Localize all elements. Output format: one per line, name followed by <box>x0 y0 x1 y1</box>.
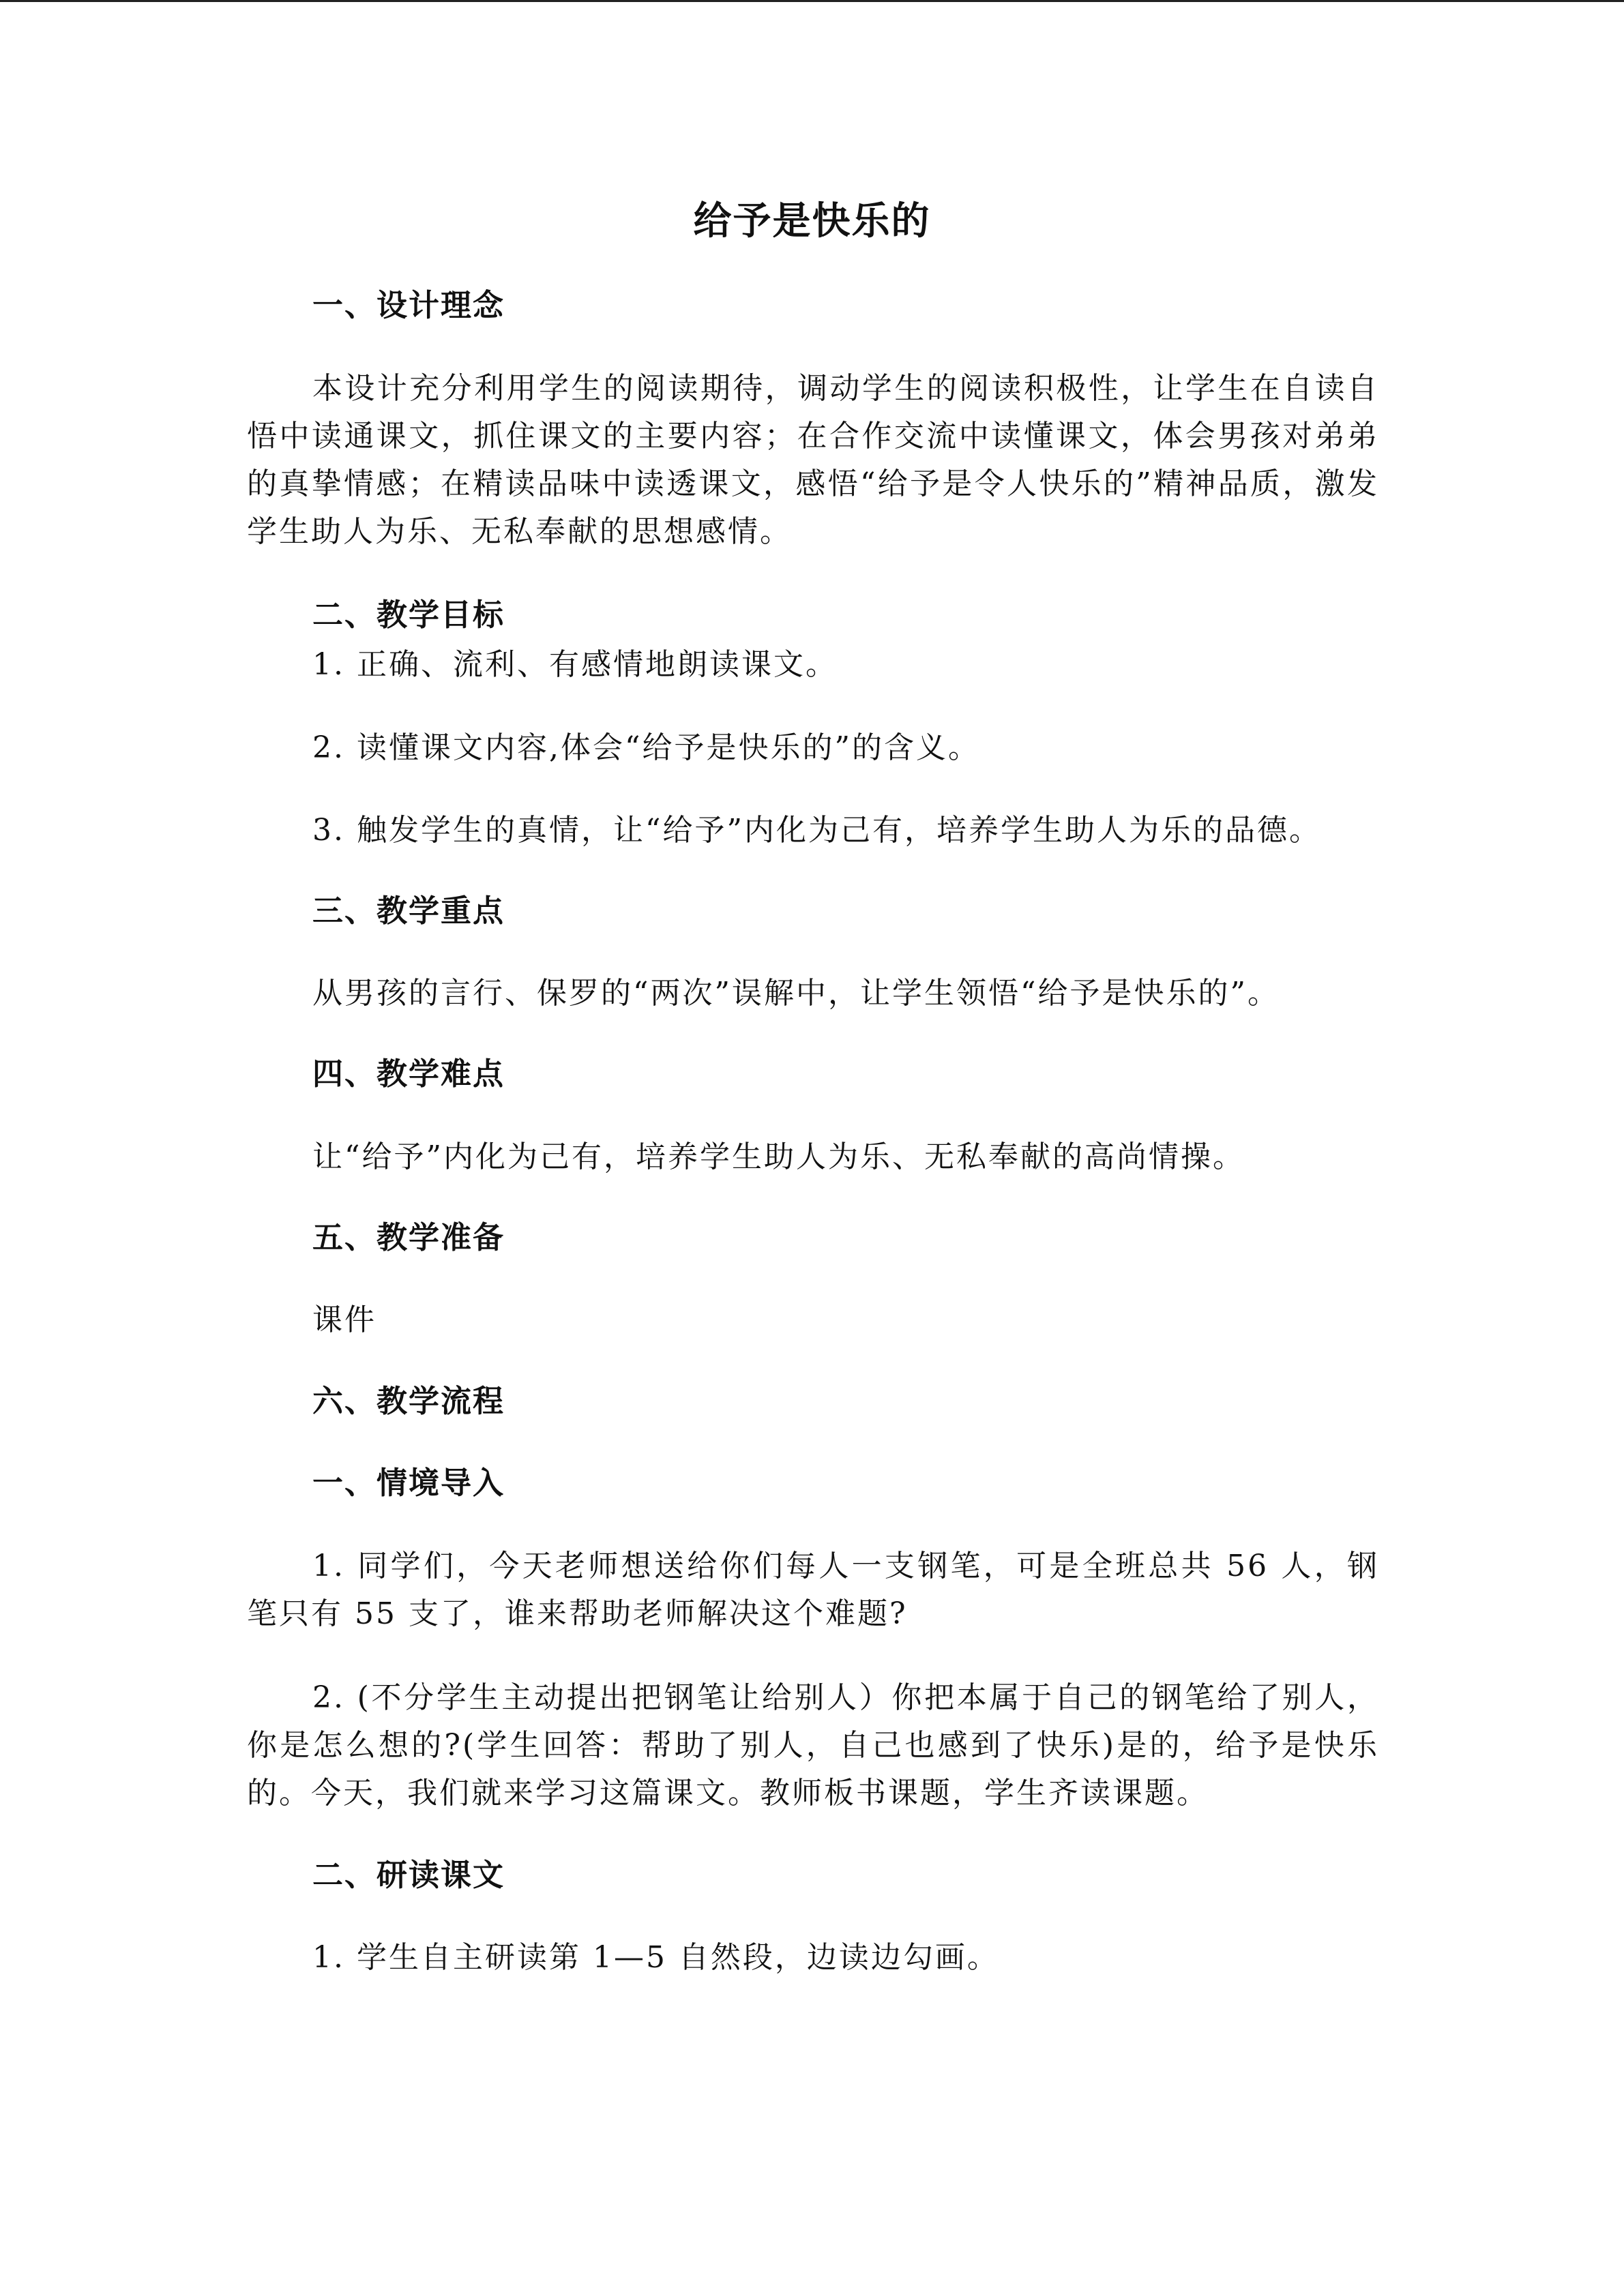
introduction-paragraph-1: 1. 同学们，今天老师想送给你们每人一支钢笔，可是全班总共 56 人，钢笔只有 55 支了，谁来帮助老师解决这个难题? <box>247 1549 1379 1631</box>
document-title: 给予是快乐的 <box>693 199 931 243</box>
study-text-paragraph-1: 1. 学生自主研读第 1—5 自然段，边读边勾画。 <box>312 1940 999 1975</box>
section-heading-difficulties: 四、教学难点 <box>312 1056 505 1092</box>
difficulties-text: 让“给予”内化为己有，培养学生助人为乐、无私奉献的高尚情操。 <box>312 1139 1245 1174</box>
section-heading-design-concept: 一、设计理念 <box>312 287 505 323</box>
goal-item: 2. 读懂课文内容,体会“给予是快乐的”的含义。 <box>312 730 980 765</box>
preparation-text: 课件 <box>312 1302 377 1337</box>
section-heading-teaching-process: 六、教学流程 <box>312 1383 505 1419</box>
introduction-paragraph-2: 2. (不分学生主动提出把钢笔让给别人）你把本属于自己的钢笔给了别人，你是怎么想的?(学生回答：帮助了别人，自己也感到了快乐)是的，给予是快乐的。今天，我们就来学习这篇课文。教师板书课题，学生齐读课题。 <box>247 1680 1379 1810</box>
goal-item: 3. 触发学生的真情，让“给予”内化为己有，培养学生助人为乐的品德。 <box>312 813 1321 848</box>
goal-item: 1. 正确、流利、有感情地朗读课文。 <box>312 647 838 682</box>
section-heading-teaching-goals: 二、教学目标 <box>312 597 505 633</box>
section-heading-key-points: 三、教学重点 <box>312 893 505 929</box>
subsection-heading-introduction: 一、情境导入 <box>312 1465 505 1501</box>
key-points-text: 从男孩的言行、保罗的“两次”误解中，让学生领悟“给予是快乐的”。 <box>312 976 1280 1011</box>
design-concept-paragraph: 本设计充分利用学生的阅读期待，调动学生的阅读积极性，让学生在自读自悟中读通课文，抓住课文的主要内容；在合作交流中读懂课文，体会男孩对弟弟的真挚情感；在精读品味中读透课文，感悟“给予是令人快乐的”精神品质，激发学生助人为乐、无私奉献的思想感情。 <box>247 371 1379 549</box>
subsection-heading-study-text: 二、研读课文 <box>312 1857 505 1893</box>
section-heading-preparation: 五、教学准备 <box>312 1219 505 1255</box>
